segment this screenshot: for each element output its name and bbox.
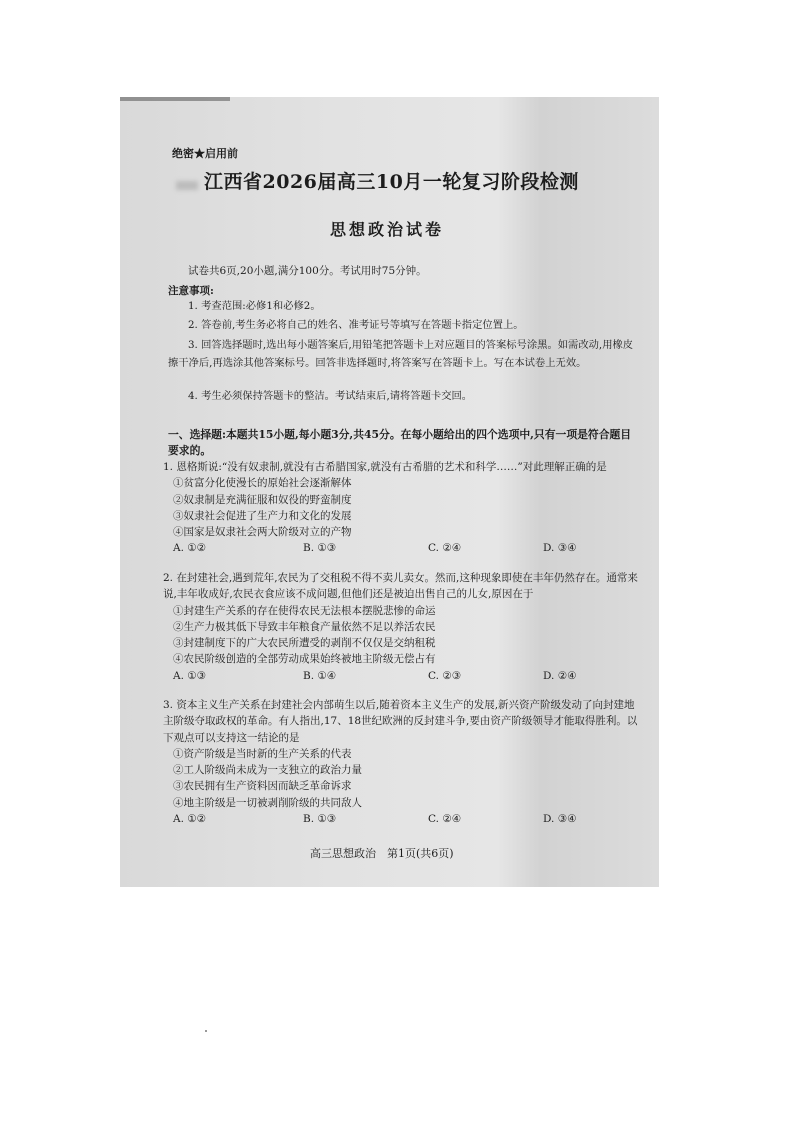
- option-item: ④国家是奴隶社会两大阶级对立的产物: [173, 526, 352, 539]
- notes-heading: 注意事项:: [168, 285, 214, 297]
- secret-mark: 绝密★启用前: [172, 147, 238, 160]
- question-stem: 2. 在封建社会,遇到荒年,农民为了交租税不得不卖儿卖女。然而,这种现象即使在丰年仍然存在。通常来说,丰年收成好,农民衣食应该不成问题,但他们还是被迫出售自己的儿女,原因在于: [163, 572, 638, 601]
- choice-b[interactable]: B. ①③: [303, 813, 337, 826]
- option-item: ④地主阶级是一切被剥削阶级的共同敌人: [173, 796, 362, 809]
- option-item: ③奴隶社会促进了生产力和文化的发展: [173, 509, 352, 522]
- stray-mark: [205, 1030, 207, 1032]
- answer-choices: [173, 540, 643, 556]
- choice-a[interactable]: A. ①②: [173, 542, 207, 555]
- note-2: 2. 答卷前,考生务必将自己的姓名、准考证号等填写在答题卡指定位置上。: [188, 319, 524, 331]
- choice-c[interactable]: C. ②③: [428, 669, 462, 682]
- choice-d[interactable]: D. ③④: [543, 542, 577, 555]
- option-item: ①封建生产关系的存在使得农民无法根本摆脱悲惨的命运: [173, 604, 436, 617]
- option-item: ③农民拥有生产资料因而缺乏革命诉求: [173, 780, 352, 793]
- question-2: [163, 570, 643, 684]
- blurred-prefix: [176, 181, 198, 190]
- question-1: [163, 459, 643, 556]
- choice-c[interactable]: C. ②④: [428, 813, 462, 826]
- top-edge-strip: [120, 97, 230, 101]
- question-stem: 1. 恩格斯说:“没有奴隶制,就没有古希腊国家,就没有古希腊的艺术和科学……”对此理解正确的是: [163, 461, 607, 473]
- exam-info: 试卷共6页,20小题,满分100分。考试用时75分钟。: [188, 265, 427, 277]
- choice-b[interactable]: B. ①④: [303, 669, 337, 682]
- note-4: 4. 考生必须保持答题卡的整洁。考试结束后,请将答题卡交回。: [188, 390, 473, 402]
- scanned-page-photo: [120, 97, 659, 887]
- option-item: ③封建制度下的广大农民所遭受的剥削不仅仅是交纳租税: [173, 637, 436, 650]
- choice-d[interactable]: D. ②④: [543, 669, 577, 682]
- choice-a[interactable]: A. ①③: [173, 669, 207, 682]
- exam-title: 江西省2026届高三10月一轮复习阶段检测: [204, 171, 579, 193]
- choice-b[interactable]: B. ①③: [303, 542, 337, 555]
- choice-a[interactable]: A. ①②: [173, 813, 207, 826]
- answer-choices: [173, 668, 643, 684]
- question-3: [163, 697, 643, 827]
- answer-choices: [173, 811, 643, 827]
- exam-subtitle: 思想政治试卷: [330, 220, 445, 239]
- choice-d[interactable]: D. ③④: [543, 813, 577, 826]
- option-item: ④农民阶级创造的全部劳动成果始终被地主阶级无偿占有: [173, 653, 436, 666]
- option-item: ②生产力极其低下导致丰年粮食产量依然不足以养活农民: [173, 620, 436, 633]
- option-item: ①贫富分化使漫长的原始社会逐渐解体: [173, 477, 352, 490]
- note-1: 1. 考查范围:必修1和必修2。: [188, 300, 321, 312]
- option-item: ①资产阶级是当时新的生产关系的代表: [173, 747, 352, 760]
- page-footer: 高三思想政治 第1页(共6页): [310, 847, 454, 860]
- note-3: 3. 回答选择题时,选出每小题答案后,用铅笔把答题卡上对应题目的答案标号涂黑。如需改动,用橡皮擦干净后,再选涂其他答案标号。回答非选择题时,将答案写在答题卡上。写在本试卷上无效。: [168, 339, 634, 369]
- option-item: ②工人阶级尚未成为一支独立的政治力量: [173, 764, 362, 777]
- choice-c[interactable]: C. ②④: [428, 542, 462, 555]
- section-heading: 一、选择题:本题共15小题,每小题3分,共45分。在每小题给出的四个选项中,只有一项是符合题目要求的。: [168, 428, 632, 457]
- question-stem: 3. 资本主义生产关系在封建社会内部萌生以后,随着资本主义生产的发展,新兴资产阶级发动了向封建地主阶级夺取政权的革命。有人指出,17、18世纪欧洲的反封建斗争,要由资产阶级领导才能取得胜利。以下观点可以支持这一结论的是: [163, 699, 638, 744]
- option-item: ②奴隶制是充满征服和奴役的野蛮制度: [173, 493, 352, 506]
